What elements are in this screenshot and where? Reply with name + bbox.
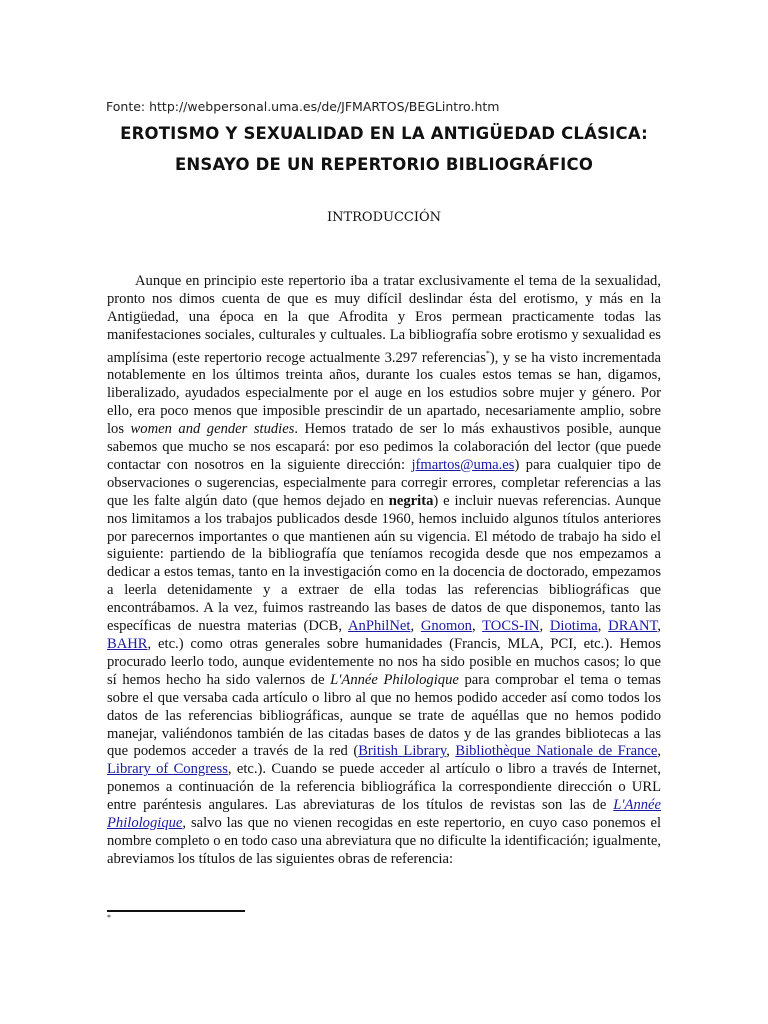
separator: , [446, 743, 456, 760]
separator: , [539, 618, 550, 635]
text-run: ) para cualquier tipo de observaciones o sugerencias, especialmente para corregir errores, completar referencias a las que les falte algún dato (que hemos dejado en [107, 456, 661, 509]
link-annee-philologique[interactable]: L'Année Philologique [107, 797, 661, 832]
separator: , [410, 618, 421, 635]
footnote-rule [107, 910, 245, 912]
bold-word-negrita: negrita [388, 492, 434, 509]
separator: , [657, 743, 662, 760]
link-gnomon[interactable]: Gnomon [420, 618, 472, 635]
footnote-reference[interactable]: * [485, 348, 490, 358]
annee-philologique-text: L'Année Philologique [330, 671, 459, 688]
text-run: . Hemos tratado de ser lo más exhaustivos posible, aunque sabemos que mucho se nos escapará: por eso pedimos la colaboración del lector (que puede contactar con nosotros en la siguiente dirección: [107, 421, 661, 473]
body-text [107, 273, 661, 869]
link-bahr[interactable]: BAHR [107, 635, 148, 652]
email-link[interactable]: jfmartos@uma.es [411, 456, 515, 473]
text-run: para comprobar el tema o temas sobre el que versaba cada artículo o libro al que no hemos podido acceder así como todos los datos de las referencias bibliográficas, aunque se trate de aquéllas que no hemos podido manejar, valiéndonos también de las citadas bases de datos y de las grandes bibliotecas a las que podemos acceder a través de la red ( [107, 671, 661, 760]
link-bibliotheque-nationale[interactable]: Bibliothèque Nationale de France [455, 743, 658, 760]
separator: , [657, 618, 661, 635]
document-title-line-2: ENSAYO DE UN REPERTORIO BIBLIOGRÁFICO [174, 155, 594, 174]
text-run: , etc.) como otras generales sobre humanidades (Francis, MLA, PCI, etc.). Hemos procurado leerlo todo, aunque evidentemente no nos ha sido posible en muchos casos; lo que sí hemos hecho ha sido valernos de [107, 635, 661, 688]
separator: , [597, 618, 609, 635]
section-heading: INTRODUCCIÓN [326, 210, 442, 225]
link-anphilnet[interactable]: AnPhilNet [348, 618, 411, 635]
intro-paragraph [107, 273, 661, 869]
text-run: ) e incluir nuevas referencias. Aunque nos limitamos a los trabajos publicados desde 1960, hemos incluido algunos títulos anteriores por parecernos importantes o que mantienen aún su vigencia. El método de trabajo ha sido el siguiente: partiendo de la bibliografía que teníamos recogida desde que nos empezamos a dedicar a estos temas, tanto en la investigación como en la docencia de doctorado, empezamos a leerla detenidamente y a extraer de ella todas las referencias bibliográficas que encontrábamos. A la vez, fuimos rastreando las bases de datos de que disponemos, tanto las específicas de nuestra materias (DCB, [107, 492, 661, 635]
text-run: ), y se ha visto incrementada notablemente en los últimos treinta años, durante los cuales estos temas se han, digamos, liberalizado, ayudados especialmente por el auge en los estudios sobre mujer y género. Por ello, era poco menos que imposible prescindir de un apartado, necesariamente amplio, sobre los [107, 349, 661, 438]
document-title-line-1: EROTISMO Y SEXUALIDAD EN LA ANTIGÜEDAD CLÁSICA: [120, 124, 648, 143]
women-gender-studies-text: women and gender studies [130, 421, 295, 438]
link-british-library[interactable]: British Library [358, 743, 447, 760]
separator: , [471, 618, 483, 635]
text-run: , etc.). Cuando se puede acceder al artículo o libro a través de Internet, ponemos a continuación de la referencia bibliográfica la correspondiente dirección o URL entre paréntesis angulares. Las abreviaturas de los títulos de revistas son las de [107, 761, 661, 814]
text-run: , salvo las que no vienen recogidas en este repertorio, en cuyo caso ponemos el nombre completo o en todo caso una abreviatura que no dificulte la identificación; igualmente, abreviamos los títulos de las siguientes obras de referencia: [107, 815, 661, 867]
link-drant[interactable]: DRANT [608, 618, 658, 635]
link-library-of-congress[interactable]: Library of Congress [107, 761, 228, 778]
source-line: Fonte: http://webpersonal.uma.es/de/JFMARTOS/BEGLintro.htm [106, 99, 500, 114]
link-diotima[interactable]: Diotima [549, 618, 598, 635]
text-run: Aunque en principio este repertorio iba a tratar exclusivamente el tema de la sexualidad, pronto nos dimos cuenta de que es muy difícil deslindar ésta del erotismo, y más en la Antigüedad, una época en la que Afrodita y Eros permean practicamente todas las manifestaciones sociales, culturales y cultuales. La bibliografía sobre erotismo y sexualidad es amplísima (este repertorio recoge actualmente 3.297 referencias [107, 273, 661, 366]
link-tocs-in[interactable]: TOCS-IN [482, 618, 540, 635]
footnote-mark: * [107, 913, 111, 922]
